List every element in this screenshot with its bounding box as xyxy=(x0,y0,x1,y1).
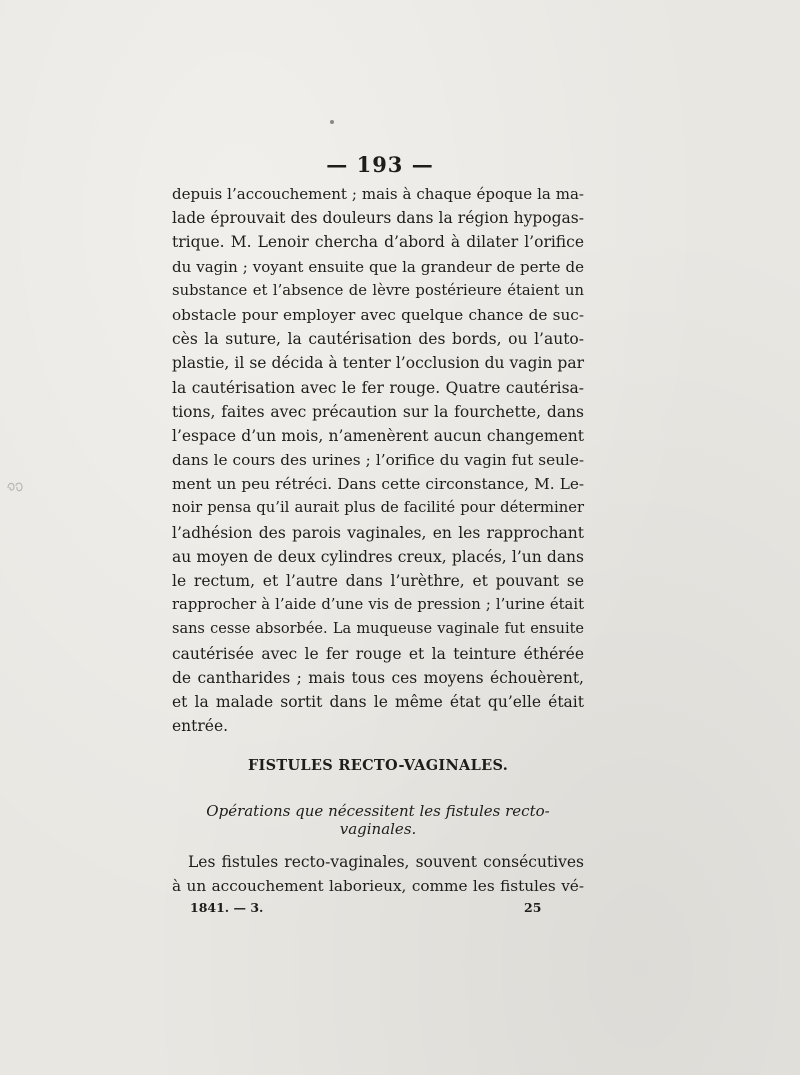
text-line: Les fistules recto-vaginales, souvent consécutives xyxy=(188,853,584,871)
signature-mark: 1841. — 3. xyxy=(190,900,264,915)
section-heading: FISTULES RECTO-VAGINALES. xyxy=(247,757,509,774)
sheet-number: 25 xyxy=(524,900,542,915)
text-line: ment un peu rétréci. Dans cette circonstance, M. Le- xyxy=(172,475,584,494)
text-line: plastie, il se décida à tenter l’occlusion du vagin par xyxy=(172,354,584,373)
paragraph-1 xyxy=(172,182,584,738)
text-line: entrée. xyxy=(172,717,229,736)
margin-mark-icon xyxy=(4,476,26,498)
text-line: dans le cours des urines ; l’orifice du vagin fut seule- xyxy=(172,451,584,470)
text-line: trique. M. Lenoir chercha d’abord à dilater l’orifice xyxy=(172,233,584,252)
text-line: cès la suture, la cautérisation des bords, ou l’auto- xyxy=(172,330,584,349)
page-number: — 193 — xyxy=(326,152,434,177)
text-line: lade éprouvait des douleurs dans la région hypogas- xyxy=(172,209,584,228)
text-line: substance et l’absence de lèvre postérieure étaient un xyxy=(172,281,584,299)
text-line: obstacle pour employer avec quelque chance de suc- xyxy=(172,305,584,324)
text-line: la cautérisation avec le fer rouge. Quatre cautérisa- xyxy=(172,378,584,397)
text-line: rapprocher à l’aide d’une vis de pression ; l’urine était xyxy=(172,596,584,614)
section-subheading: Opérations que nécessitent les fistules recto-vaginales. xyxy=(206,802,550,838)
text-line: et la malade sortit dans le même état qu’elle était xyxy=(172,692,584,711)
text-line: cautérisée avec le fer rouge et la teinture éthérée xyxy=(172,644,584,663)
text-line: l’adhésion des parois vaginales, en les rapprochant xyxy=(172,523,584,542)
text-line: à un accouchement laborieux, comme les fistules vé- xyxy=(172,877,584,896)
paragraph-2 xyxy=(172,850,584,898)
paper-speck xyxy=(330,120,334,124)
text-line: sans cesse absorbée. La muqueuse vaginale fut ensuite xyxy=(172,621,584,638)
text-line: l’espace d’un mois, n’amenèrent aucun changement xyxy=(172,426,584,445)
text-line: noir pensa qu’il aurait plus de facilité pour déterminer xyxy=(172,499,584,517)
text-line: depuis l’accouchement ; mais à chaque époque la ma- xyxy=(172,185,584,203)
text-line: le rectum, et l’autre dans l’urèthre, et pouvant se xyxy=(172,572,584,590)
text-line: tions, faites avec précaution sur la fourchette, dans xyxy=(172,402,584,421)
text-line: du vagin ; voyant ensuite que la grandeur de perte de xyxy=(172,257,584,276)
text-line: au moyen de deux cylindres creux, placés, l’un dans xyxy=(172,547,584,566)
text-line: de cantharides ; mais tous ces moyens échouèrent, xyxy=(172,668,584,687)
